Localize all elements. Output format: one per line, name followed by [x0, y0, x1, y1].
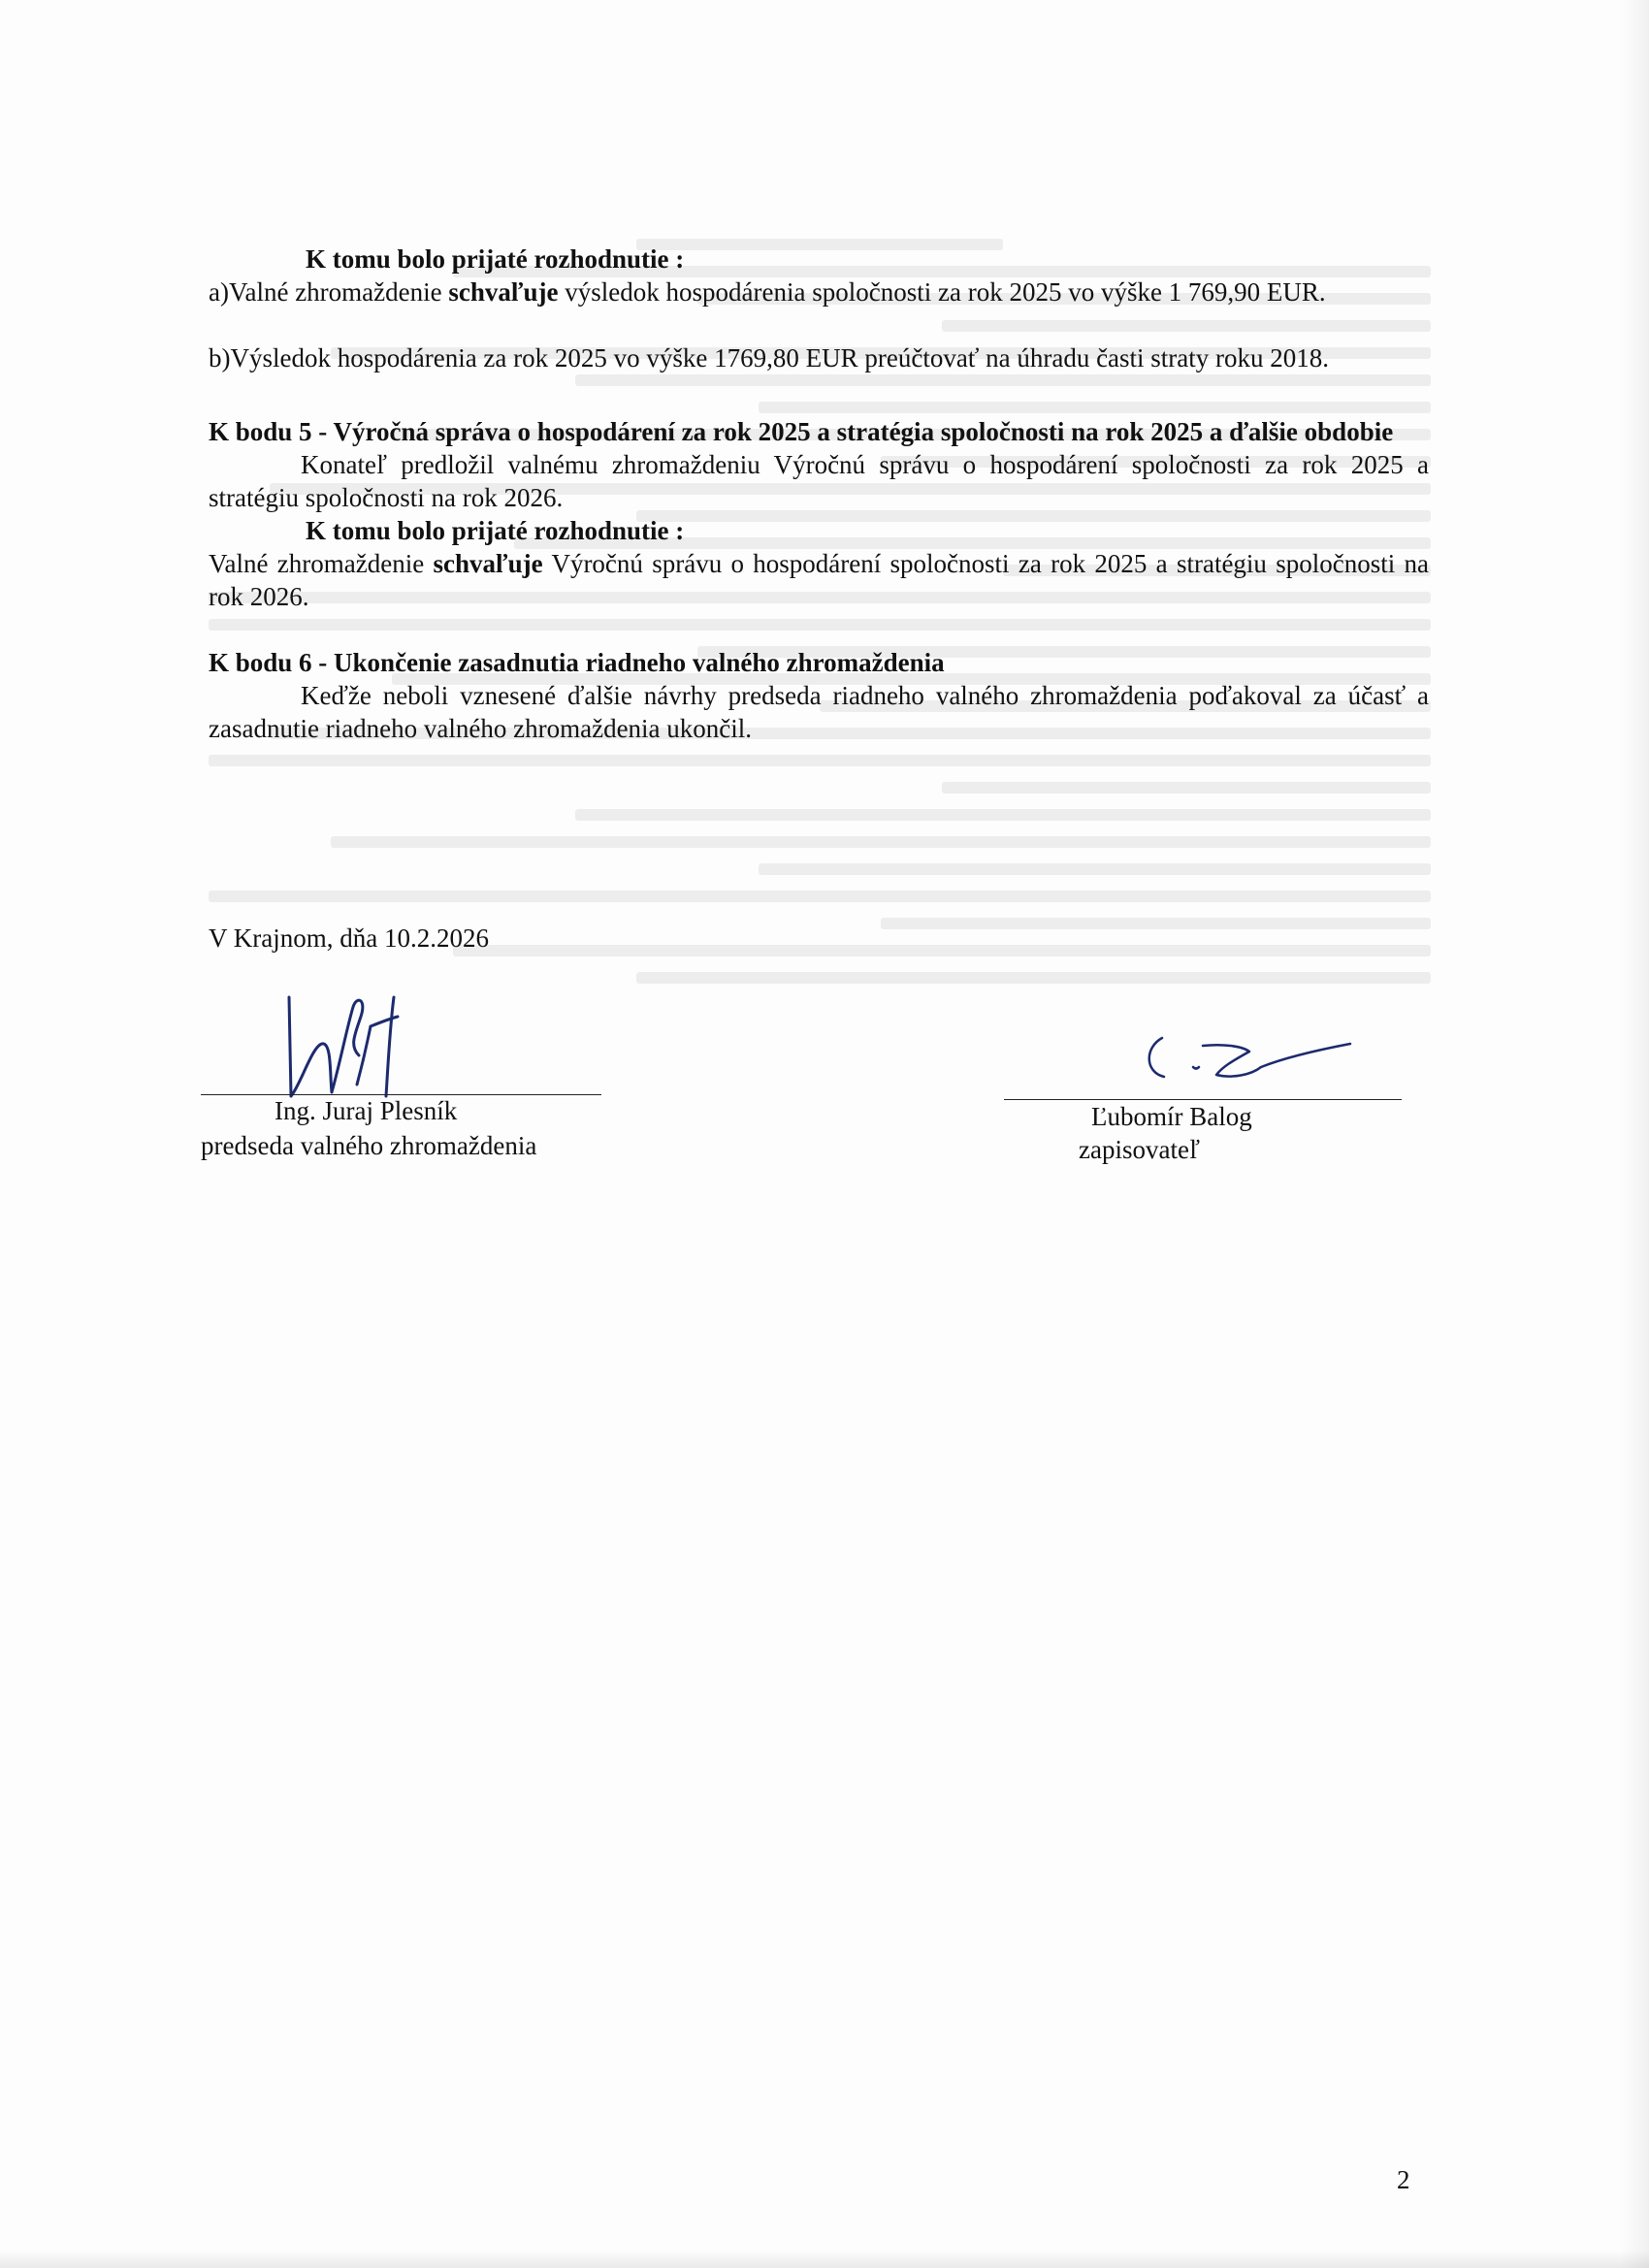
- scan-bottom-shadow: [0, 2251, 1649, 2268]
- signature-line-left: [201, 1094, 601, 1095]
- scan-edge-shadow: [1620, 0, 1649, 2268]
- resolution-b: b)Výsledok hospodárenia za rok 2025 vo výške 1769,80 EUR preúčtovať na úhradu časti straty roku 2018.: [209, 343, 1330, 373]
- signatory-right-name: Ľubomír Balog: [1091, 1102, 1252, 1131]
- handwritten-signature-right: [1135, 1028, 1358, 1096]
- resolution-a: [209, 275, 1429, 308]
- resolution-heading: K tomu bolo prijaté rozhodnutie :: [306, 244, 685, 274]
- signatory-right-role: zapisovateľ: [1079, 1135, 1200, 1164]
- place-and-date: V Krajnom, dňa 10.2.2026: [209, 923, 489, 953]
- section-5-heading: K bodu 5 - Výročná správa o hospodárení za rok 2025 a stratégia spoločnosti na rok 2025 a ďalšie obdobie: [209, 417, 1394, 446]
- resolution-a-rest: výsledok hospodárenia spoločnosti za rok 2025 vo výške 1 769,90 EUR.: [558, 277, 1326, 307]
- signature-line-right: [1004, 1099, 1402, 1100]
- resolution-2: [209, 547, 1429, 613]
- section-6-heading: K bodu 6 - Ukončenie zasadnutia riadneho valného zhromaždenia: [209, 648, 945, 677]
- section-6-text: Keďže neboli vznesené ďalšie návrhy predseda riadneho valného zhromaždenia poďakoval za účasť a zasadnutie riadneho valného zhromaždenia ukončil.: [209, 681, 1429, 743]
- resolution-a-prefix: a)Valné zhromaždenie: [209, 277, 449, 307]
- resolution-2-heading: K tomu bolo prijaté rozhodnutie :: [306, 516, 685, 545]
- document-body: [209, 243, 1429, 745]
- signatory-left-role: predseda valného zhromaždenia: [201, 1131, 537, 1160]
- resolution-2-prefix: Valné zhromaždenie: [209, 549, 434, 578]
- signatory-left-name: Ing. Juraj Plesník: [275, 1096, 458, 1125]
- resolution-2-verb: schvaľuje: [433, 549, 543, 578]
- page-number: 2: [1397, 2165, 1410, 2194]
- resolution-2-rest: Výročnú správu o hospodárení spoločnosti za rok 2025 a stratégiu spoločnosti na rok 2026.: [209, 549, 1430, 611]
- section-5-text: Konateľ predložil valnému zhromaždeniu Výročnú správu o hospodárení spoločnosti za rok 2025 a stratégiu spoločnosti na rok 2026.: [209, 450, 1429, 512]
- resolution-a-verb: schvaľuje: [448, 277, 559, 307]
